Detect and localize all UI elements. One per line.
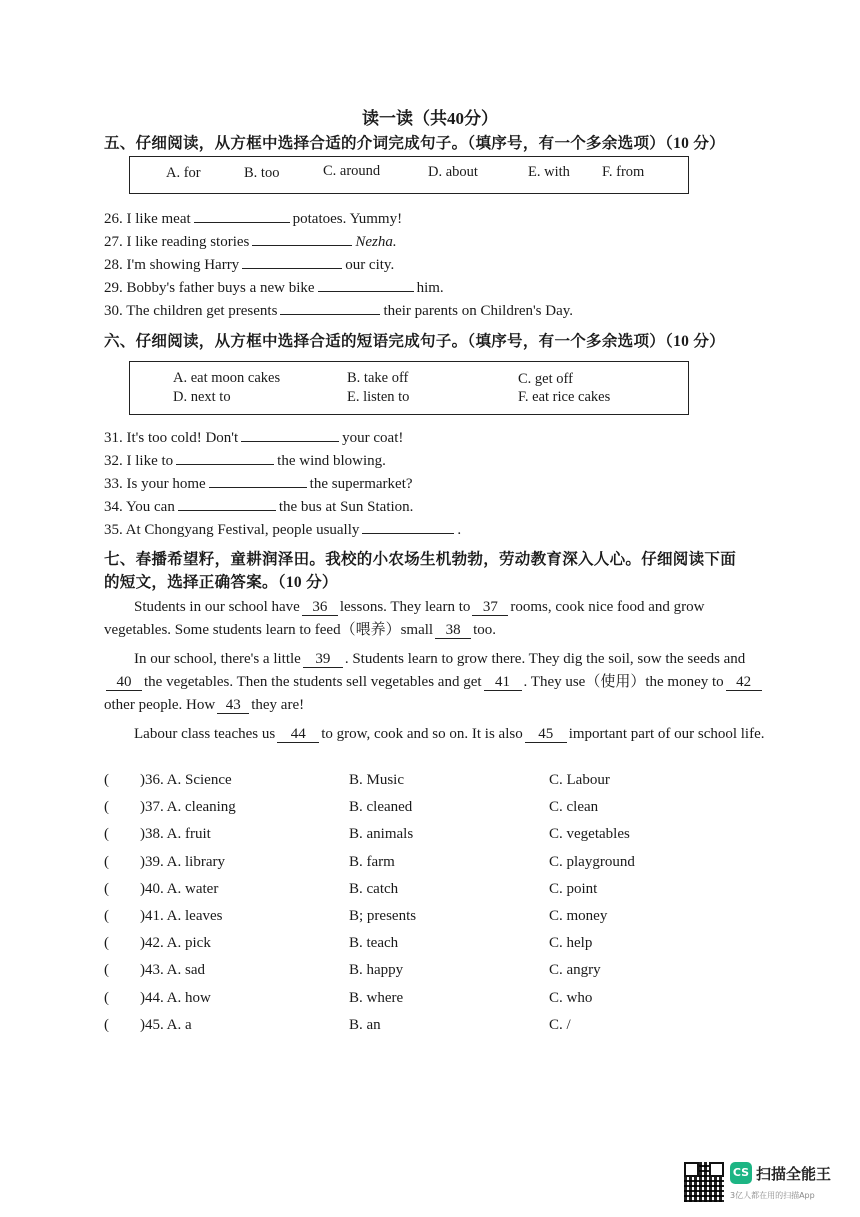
choice-option-b: B. where: [349, 990, 404, 1006]
answer-bracket[interactable]: (: [104, 772, 109, 788]
question-29: 29. Bobby's father buys a new bike him.: [104, 280, 444, 296]
answer-blank[interactable]: [176, 451, 274, 465]
camscanner-logo-icon: CS: [730, 1162, 752, 1184]
choice-option-c: C. angry: [549, 962, 601, 978]
question-30: 30. The children get presents their parents on Children's Day.: [104, 303, 574, 319]
s6-option: E. listen to: [347, 389, 410, 405]
section-6-option-box: [129, 361, 689, 415]
s6-option: C. get off: [518, 371, 573, 387]
s6-option: D. next to: [173, 389, 231, 405]
question-31: 31. It's too cold! Don't your coat!: [104, 430, 404, 446]
answer-bracket[interactable]: (: [104, 962, 109, 978]
s6-option: F. eat rice cakes: [518, 389, 611, 405]
s5-option: B. too: [244, 165, 280, 181]
blank-number: 45: [525, 727, 567, 743]
choice-option-c: C. vegetables: [549, 826, 630, 842]
choice-option-b: B. animals: [349, 826, 414, 842]
passage-paragraph-3: Labour class teaches us 44 to grow, cook and so on. It is also 45 important part of our school life.: [134, 726, 765, 742]
blank-number: 42: [726, 675, 762, 691]
question-28: 28. I'm showing Harry our city.: [104, 257, 395, 273]
choice-option-b: B. cleaned: [349, 799, 413, 815]
blank-number: 36: [302, 600, 338, 616]
s5-option: E. with: [528, 164, 570, 180]
choice-option-c: C. Labour: [549, 772, 610, 788]
blank-number: 43: [217, 698, 249, 714]
question-32: 32. I like to the wind blowing.: [104, 453, 386, 469]
section-7-heading-cont: 的短文，选择正确答案。（10 分）: [104, 574, 338, 591]
section-6-heading: 六、仔细阅读，从方框中选择合适的短语完成句子。（填序号，有一个多余选项）（10 分）: [104, 333, 725, 350]
choice-option-c: C. help: [549, 935, 593, 951]
answer-blank[interactable]: [252, 232, 352, 246]
choice-number-option-a: )41. A. leaves: [140, 908, 223, 924]
answer-blank[interactable]: [280, 301, 380, 315]
choice-option-c: C. /: [549, 1017, 571, 1033]
blank-number: 38: [435, 623, 471, 639]
blank-number: 44: [277, 727, 319, 743]
s5-option: F. from: [602, 164, 645, 180]
answer-bracket[interactable]: (: [104, 990, 109, 1006]
choice-option-c: C. playground: [549, 854, 635, 870]
s5-option: C. around: [323, 163, 381, 179]
choice-number-option-a: )43. A. sad: [140, 962, 205, 978]
choice-option-c: C. point: [549, 881, 598, 897]
answer-blank[interactable]: [318, 278, 414, 292]
choice-number-option-a: )40. A. water: [140, 881, 219, 897]
question-34: 34. You can the bus at Sun Station.: [104, 499, 414, 515]
choice-number-option-a: )37. A. cleaning: [140, 799, 236, 815]
answer-blank[interactable]: [362, 520, 454, 534]
answer-bracket[interactable]: (: [104, 799, 109, 815]
answer-bracket[interactable]: (: [104, 826, 109, 842]
scanner-app-name: 扫描全能王: [756, 1165, 832, 1183]
section-5-option-box: [129, 156, 689, 194]
passage-paragraph-2: In our school, there's a little 39 . Students learn to grow there. They dig the soil, sow the seeds and40 the vegetables. Then the students sell vegetables and get 41 . They use（使用）the money to 42other people. How 43 they are!: [104, 648, 766, 717]
s6-option: A. eat moon cakes: [173, 370, 281, 386]
choice-number-option-a: )36. A. Science: [140, 772, 232, 788]
choice-option-b: B. catch: [349, 881, 399, 897]
choice-option-b: B. Music: [349, 772, 405, 788]
answer-bracket[interactable]: (: [104, 1017, 109, 1033]
choice-option-b: B. an: [349, 1017, 381, 1033]
choice-option-b: B; presents: [349, 908, 417, 924]
choice-option-b: B. teach: [349, 935, 399, 951]
question-35: 35. At Chongyang Festival, people usually .: [104, 522, 462, 538]
question-26: 26. I like meat potatoes. Yummy!: [104, 211, 403, 227]
answer-blank[interactable]: [209, 474, 307, 488]
section-5-heading: 五、仔细阅读，从方框中选择合适的介词完成句子。（填序号，有一个多余选项）（10 分）: [104, 135, 725, 152]
answer-blank[interactable]: [241, 428, 339, 442]
answer-blank[interactable]: [194, 209, 290, 223]
answer-blank[interactable]: [242, 255, 342, 269]
s5-option: D. about: [428, 164, 478, 180]
answer-bracket[interactable]: (: [104, 854, 109, 870]
choice-number-option-a: )42. A. pick: [140, 935, 211, 951]
qr-code: [684, 1162, 724, 1202]
answer-blank[interactable]: [178, 497, 276, 511]
choice-option-c: C. clean: [549, 799, 599, 815]
choice-number-option-a: )45. A. a: [140, 1017, 192, 1033]
choice-number-option-a: )38. A. fruit: [140, 826, 211, 842]
blank-number: 41: [484, 675, 522, 691]
page-title: 读一读（共40分）: [362, 109, 498, 128]
scanner-tagline: 3亿人都在用的扫描App: [730, 1191, 815, 1200]
question-33: 33. Is your home the supermarket?: [104, 476, 413, 492]
passage-paragraph-1: Students in our school have 36 lessons. They learn to 37 rooms, cook nice food and grow vegetables. Some students learn to feed（喂养）small 38 too.: [104, 599, 705, 638]
blank-number: 40: [106, 675, 142, 691]
question-27: 27. I like reading stories Nezha.: [104, 234, 397, 250]
answer-bracket[interactable]: (: [104, 908, 109, 924]
blank-number: 39: [303, 652, 343, 668]
blank-number: 37: [472, 600, 508, 616]
s6-option: B. take off: [347, 370, 409, 386]
section-7-heading: 七、春播希望籽，童耕润泽田。我校的小农场生机勃勃，劳动教育深入人心。仔细阅读下面: [104, 551, 737, 568]
answer-bracket[interactable]: (: [104, 881, 109, 897]
choice-number-option-a: )44. A. how: [140, 990, 211, 1006]
choice-number-option-a: )39. A. library: [140, 854, 225, 870]
choice-option-b: B. farm: [349, 854, 395, 870]
choice-option-b: B. happy: [349, 962, 404, 978]
answer-bracket[interactable]: (: [104, 935, 109, 951]
scanner-watermark: [684, 1162, 834, 1206]
choice-option-c: C. money: [549, 908, 608, 924]
choice-option-c: C. who: [549, 990, 593, 1006]
s5-option: A. for: [166, 165, 201, 181]
